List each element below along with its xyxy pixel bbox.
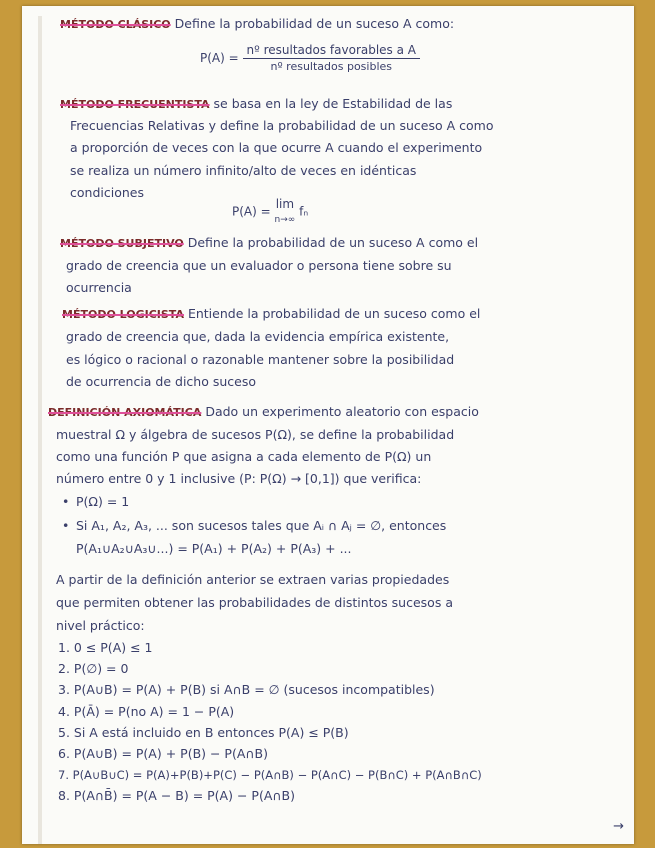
frecuentista-heading: MÉTODO FRECUENTISTA xyxy=(60,98,210,111)
clasico-formula xyxy=(200,42,634,75)
frecuentista-text-1: se basa en la ley de Estabilidad de las xyxy=(213,96,453,111)
frecuentista-line-4: se realiza un número infinito/alto de veces en idénticas xyxy=(70,163,417,178)
clasico-line xyxy=(60,16,634,33)
axiomatica-text-1: Dado un experimento aleatorio con espacio xyxy=(205,404,479,419)
frecuentista-lim-sub: n→∞ xyxy=(274,215,296,225)
propiedades-line-1: A partir de la definición anterior se extraen varias propiedades xyxy=(56,572,450,587)
property-item: 3. P(A∪B) = P(A) + P(B) si A∩B = ∅ (sucesos incompatibles) xyxy=(58,682,435,697)
logicista-line-3: es lógico o racional o razonable mantener sobre la posibilidad xyxy=(66,352,455,367)
clasico-heading: MÉTODO CLÁSICO xyxy=(60,18,171,31)
logicista-heading: MÉTODO LOGICISTA xyxy=(62,308,184,321)
axiomatica-bullet-1-text: P(Ω) = 1 xyxy=(76,494,130,509)
frecuentista-line-1 xyxy=(60,96,634,113)
property-item: 4. P(Ā) = P(no A) = 1 − P(A) xyxy=(58,704,235,719)
clasico-text: Define la probabilidad de un suceso A como: xyxy=(174,16,455,31)
logicista-line-2: grado de creencia que, dada la evidencia empírica existente, xyxy=(66,329,450,344)
bullet-dot: • xyxy=(62,518,70,533)
axiomatica-bullet-2b: P(A₁∪A₂∪A₃∪...) = P(A₁) + P(A₂) + P(A₃) + ... xyxy=(76,541,352,556)
frecuentista-formula xyxy=(232,196,634,228)
frecuentista-formula-rhs: fₙ xyxy=(299,204,309,219)
frecuentista-lim: lim xyxy=(275,197,295,211)
axiomatica-line-2: muestral Ω y álgebra de sucesos P(Ω), se define la probabilidad xyxy=(56,427,455,442)
page-edge xyxy=(38,16,42,844)
logicista-text-1: Entiende la probabilidad de un suceso como el xyxy=(187,306,481,321)
notebook-page xyxy=(22,6,634,844)
propiedades-line-3: nivel práctico: xyxy=(56,618,145,633)
frecuentista-line-5: condiciones xyxy=(70,185,144,200)
clasico-fraction xyxy=(243,42,421,75)
clasico-denominator: nº resultados posibles xyxy=(270,60,393,73)
axiomatica-heading: DEFINICIÓN AXIOMÁTICA xyxy=(48,406,202,419)
property-item: 6. P(A∪B) = P(A) + P(B) − P(A∩B) xyxy=(58,746,269,761)
property-item: 8. P(A∩B̄) = P(A − B) = P(A) − P(A∩B) xyxy=(58,788,295,803)
property-item: 1. 0 ≤ P(A) ≤ 1 xyxy=(58,640,153,655)
subjetivo-line-1 xyxy=(60,235,634,252)
continue-arrow-icon: → xyxy=(613,819,624,834)
property-item: 5. Si A está incluido en B entonces P(A) ≤ P(B) xyxy=(58,725,349,740)
subjetivo-line-3: ocurrencia xyxy=(66,280,132,295)
axiomatica-line-3: como una función P que asigna a cada elemento de P(Ω) un xyxy=(56,449,432,464)
subjetivo-heading: MÉTODO SUBJETIVO xyxy=(60,237,184,250)
propiedades-line-2: que permiten obtener las probabilidades de distintos sucesos a xyxy=(56,595,453,610)
frecuentista-limit xyxy=(275,196,296,228)
axiomatica-line-1 xyxy=(48,404,634,421)
clasico-numerator: nº resultados favorables a A xyxy=(243,42,421,59)
property-item: 7. P(A∪B∪C) = P(A)+P(B)+P(C) − P(A∩B) − P(A∩C) − P(B∩C) + P(A∩B∩C) xyxy=(58,768,482,782)
clasico-formula-lhs: P(A) = xyxy=(200,51,239,65)
axiomatica-line-4: número entre 0 y 1 inclusive (P: P(Ω) → [0,1]) que verifica: xyxy=(56,471,422,486)
frecuentista-line-3: a proporción de veces con la que ocurre A cuando el experimento xyxy=(70,140,483,155)
logicista-line-4: de ocurrencia de dicho suceso xyxy=(66,374,256,389)
axiomatica-bullet-1 xyxy=(62,494,634,510)
subjetivo-line-2: grado de creencia que un evaluador o persona tiene sobre su xyxy=(66,258,452,273)
frecuentista-formula-lhs: P(A) = xyxy=(232,204,271,219)
subjetivo-text-1: Define la probabilidad de un suceso A como el xyxy=(187,235,479,250)
bullet-dot: • xyxy=(62,494,70,509)
logicista-line-1 xyxy=(62,306,634,323)
axiomatica-bullet-2-text: Si A₁, A₂, A₃, ... son sucesos tales que Aᵢ ∩ Aⱼ = ∅, entonces xyxy=(76,518,447,533)
frecuentista-line-2: Frecuencias Relativas y define la probabilidad de un suceso A como xyxy=(70,118,494,133)
property-item: 2. P(∅) = 0 xyxy=(58,661,129,676)
axiomatica-bullet-2 xyxy=(62,518,634,534)
